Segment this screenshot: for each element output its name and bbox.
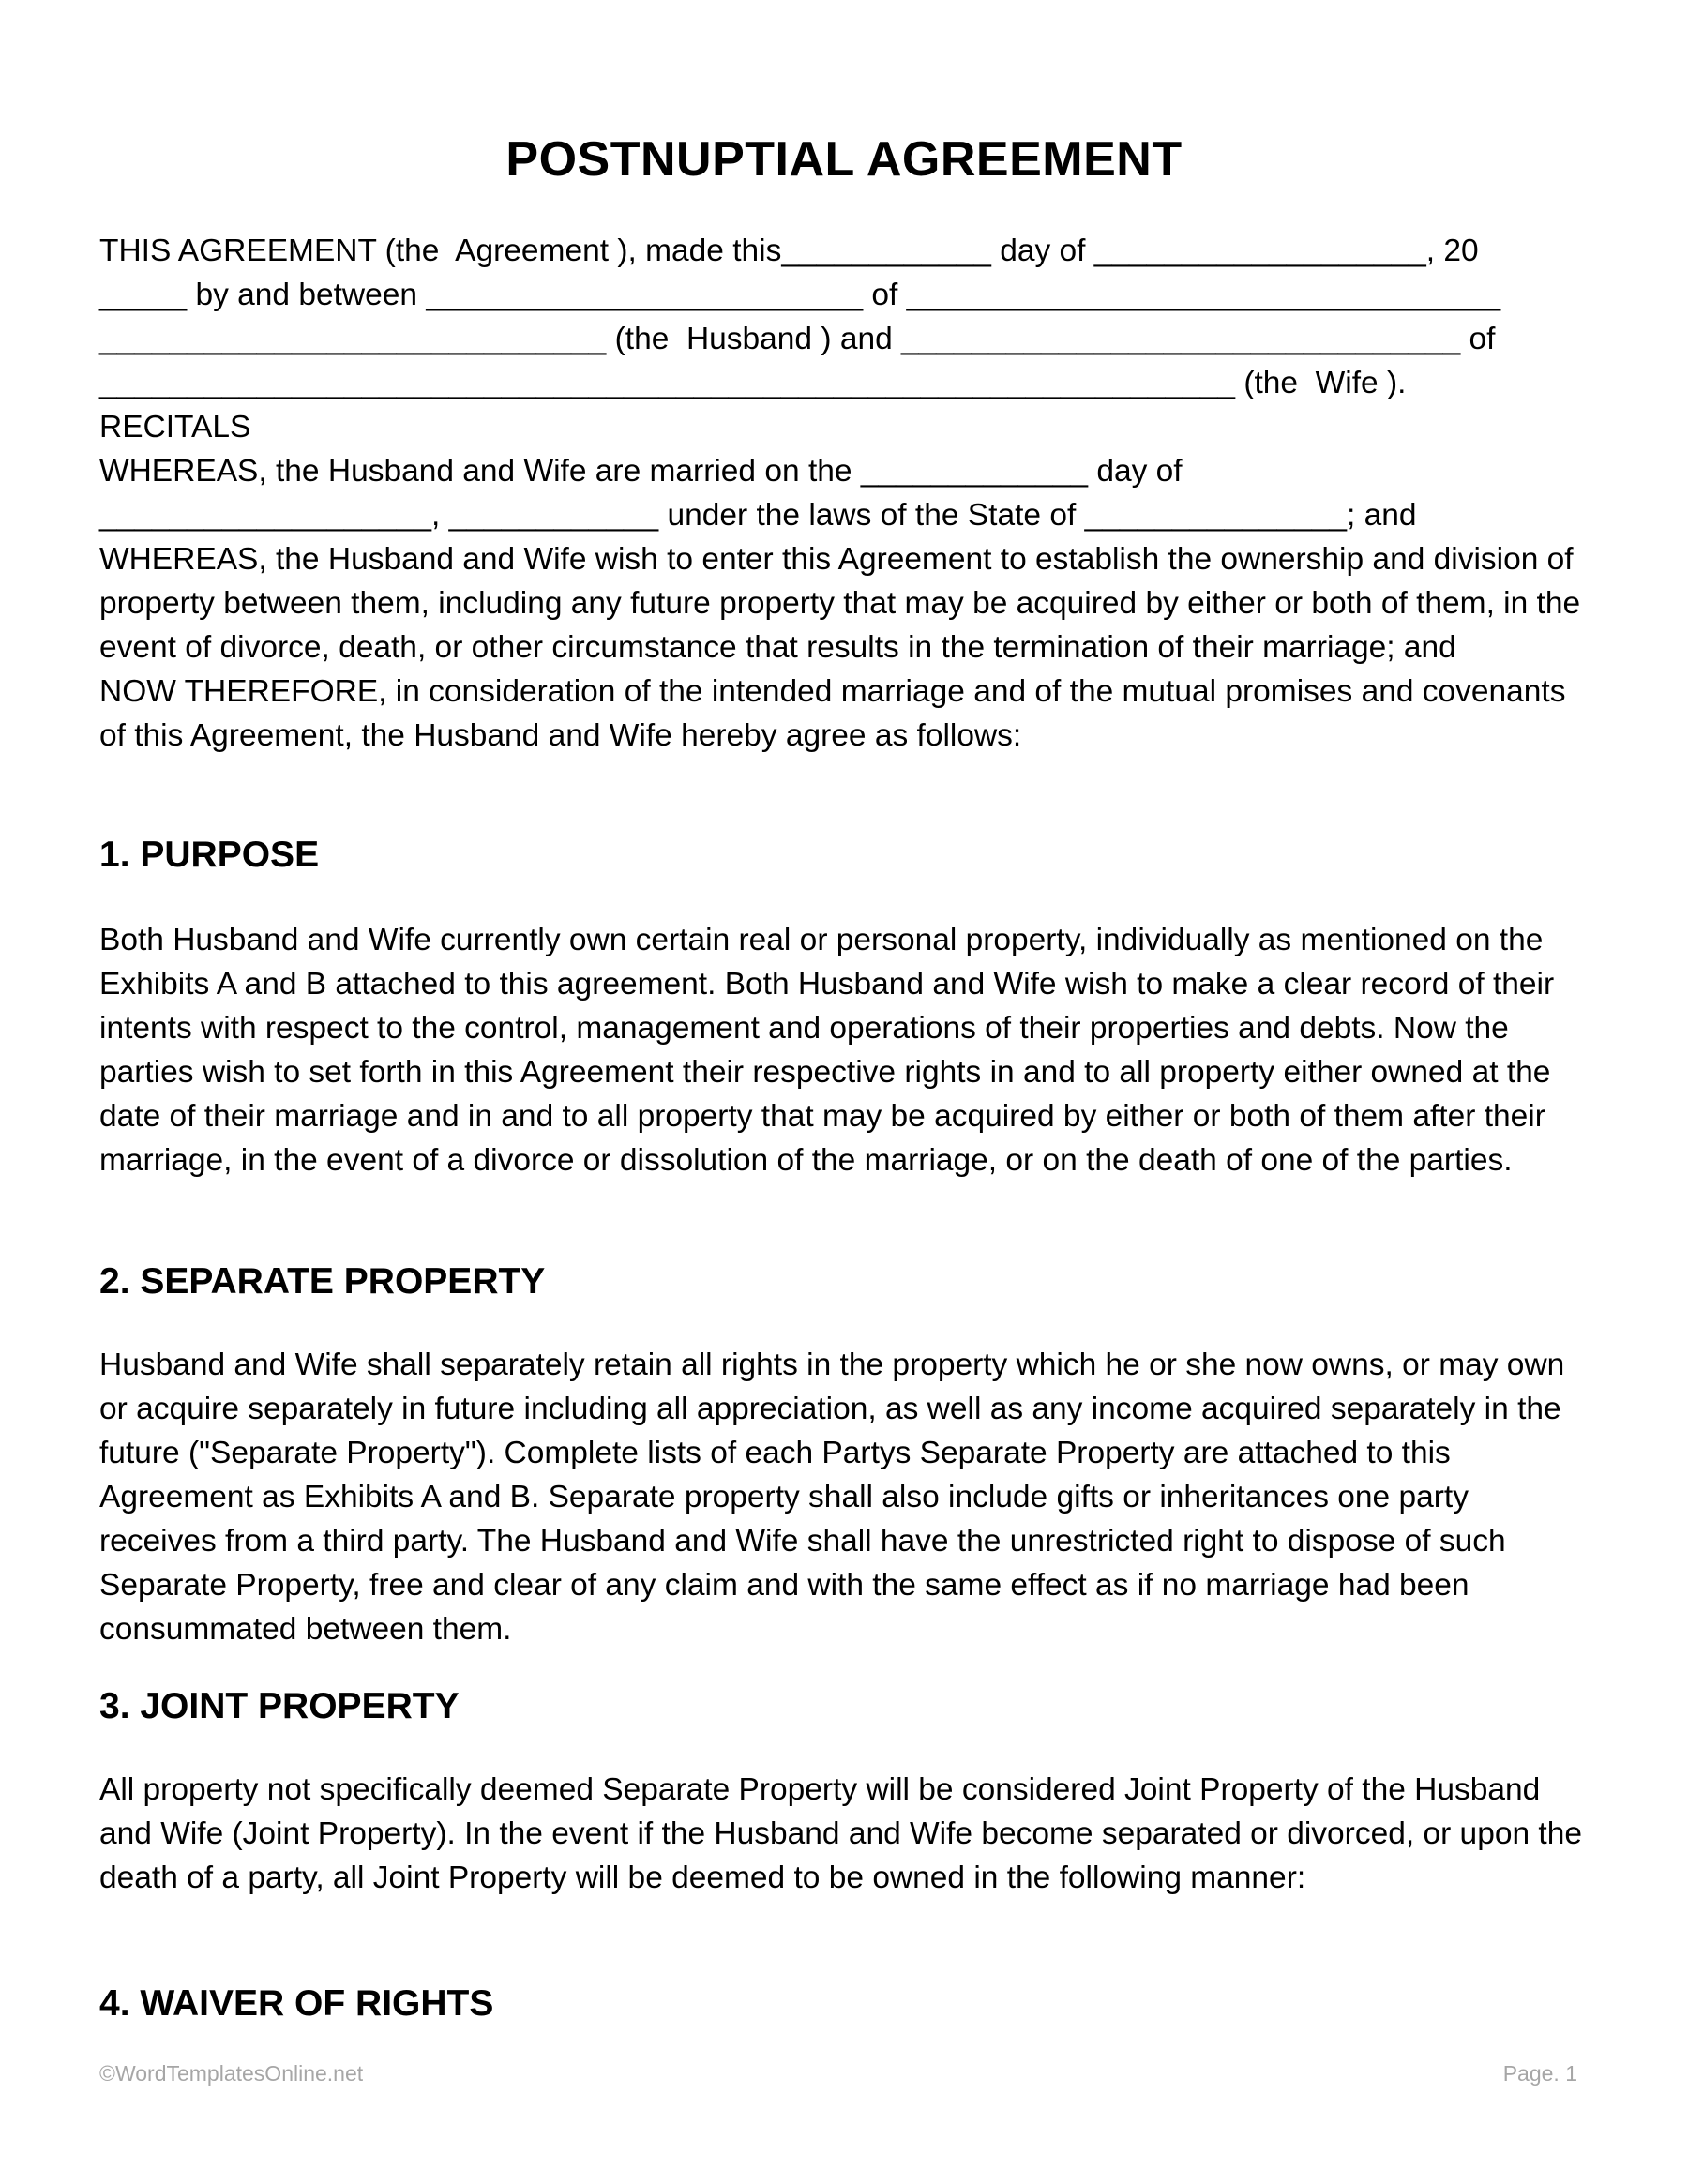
intro-line: ___________________, ____________ under the laws of the State of _______________; and <box>99 498 1417 533</box>
section-heading-separate-property: 2. SEPARATE PROPERTY <box>99 1261 546 1302</box>
document-title: POSTNUPTIAL AGREEMENT <box>505 132 1183 187</box>
section-heading-joint-property: 3. JOINT PROPERTY <box>99 1686 460 1726</box>
section-heading-purpose: 1. PURPOSE <box>99 835 320 875</box>
intro-line: WHEREAS, the Husband and Wife are married on the _____________ day of <box>99 454 1183 489</box>
section-text-purpose: Both Husband and Wife currently own certain real or personal property, individually as mentioned on the Exhibits A and B attached to this agreement. Both Husband and Wife wish to make a clear record of their intents with respect to the control, management and operations of their properties and debts. Now the parties wish to set forth in this Agreement their respective rights in and to all property either owned at the date of their marriage and in and to all property that may be acquired by either or both of them after their marriage, in the event of a divorce or dissolution of the marriage, or on the death of one of the parties. <box>99 923 1555 1178</box>
section-text-separate-property: Husband and Wife shall separately retain all rights in the property which he or she now owns, or may own or acquire separately in future including all appreciation, as well as any income acquired separately in the future ("Separate Property"). Complete lists of each Partys Separate Property are attached to this Agreement as Exhibits A and B. Separate property shall also include gifts or inheritances one party receives from a third party. The Husband and Wife shall have the unrestricted right to dispose of such Separate Property, free and clear of any claim and with the same effect as if no marriage had been consummated between them. <box>99 1348 1565 1647</box>
intro-line: THIS AGREEMENT (the Agreement ), made this____________ day of ___________________, 20 <box>99 233 1479 268</box>
section-text-joint-property: All property not specifically deemed Separate Property will be considered Joint Property of the Husband and Wife (Joint Property). In the event if the Husband and Wife become separated or divorced, or upon the death of a party, all Joint Property will be deemed to be owned in the following manner: <box>99 1772 1582 1895</box>
intro-line: _____ by and between _________________________ of __________________________________ <box>99 278 1501 312</box>
intro-line: _____________________________ (the Husband ) and ________________________________ of <box>99 322 1496 356</box>
intro-block <box>99 229 1590 758</box>
recital-paragraph: WHEREAS, the Husband and Wife wish to enter this Agreement to establish the ownership and division of property between them, including any future property that may be acquired by either or both of them, in the event of divorce, death, or other circumstance that results in the termination of their marriage; and <box>99 542 1581 665</box>
intro-line: _________________________________________________________________ (the Wife ). <box>99 366 1407 400</box>
recitals-label: RECITALS <box>99 410 251 444</box>
footer-page-number: Page. 1 <box>1502 2061 1577 2086</box>
section-heading-waiver-of-rights: 4. WAIVER OF RIGHTS <box>99 1983 494 2024</box>
footer-copyright: ©WordTemplatesOnline.net <box>99 2061 364 2086</box>
recital-paragraph: NOW THEREFORE, in consideration of the intended marriage and of the mutual promises and covenants of this Agreement, the Husband and Wife hereby agree as follows: <box>99 674 1566 753</box>
